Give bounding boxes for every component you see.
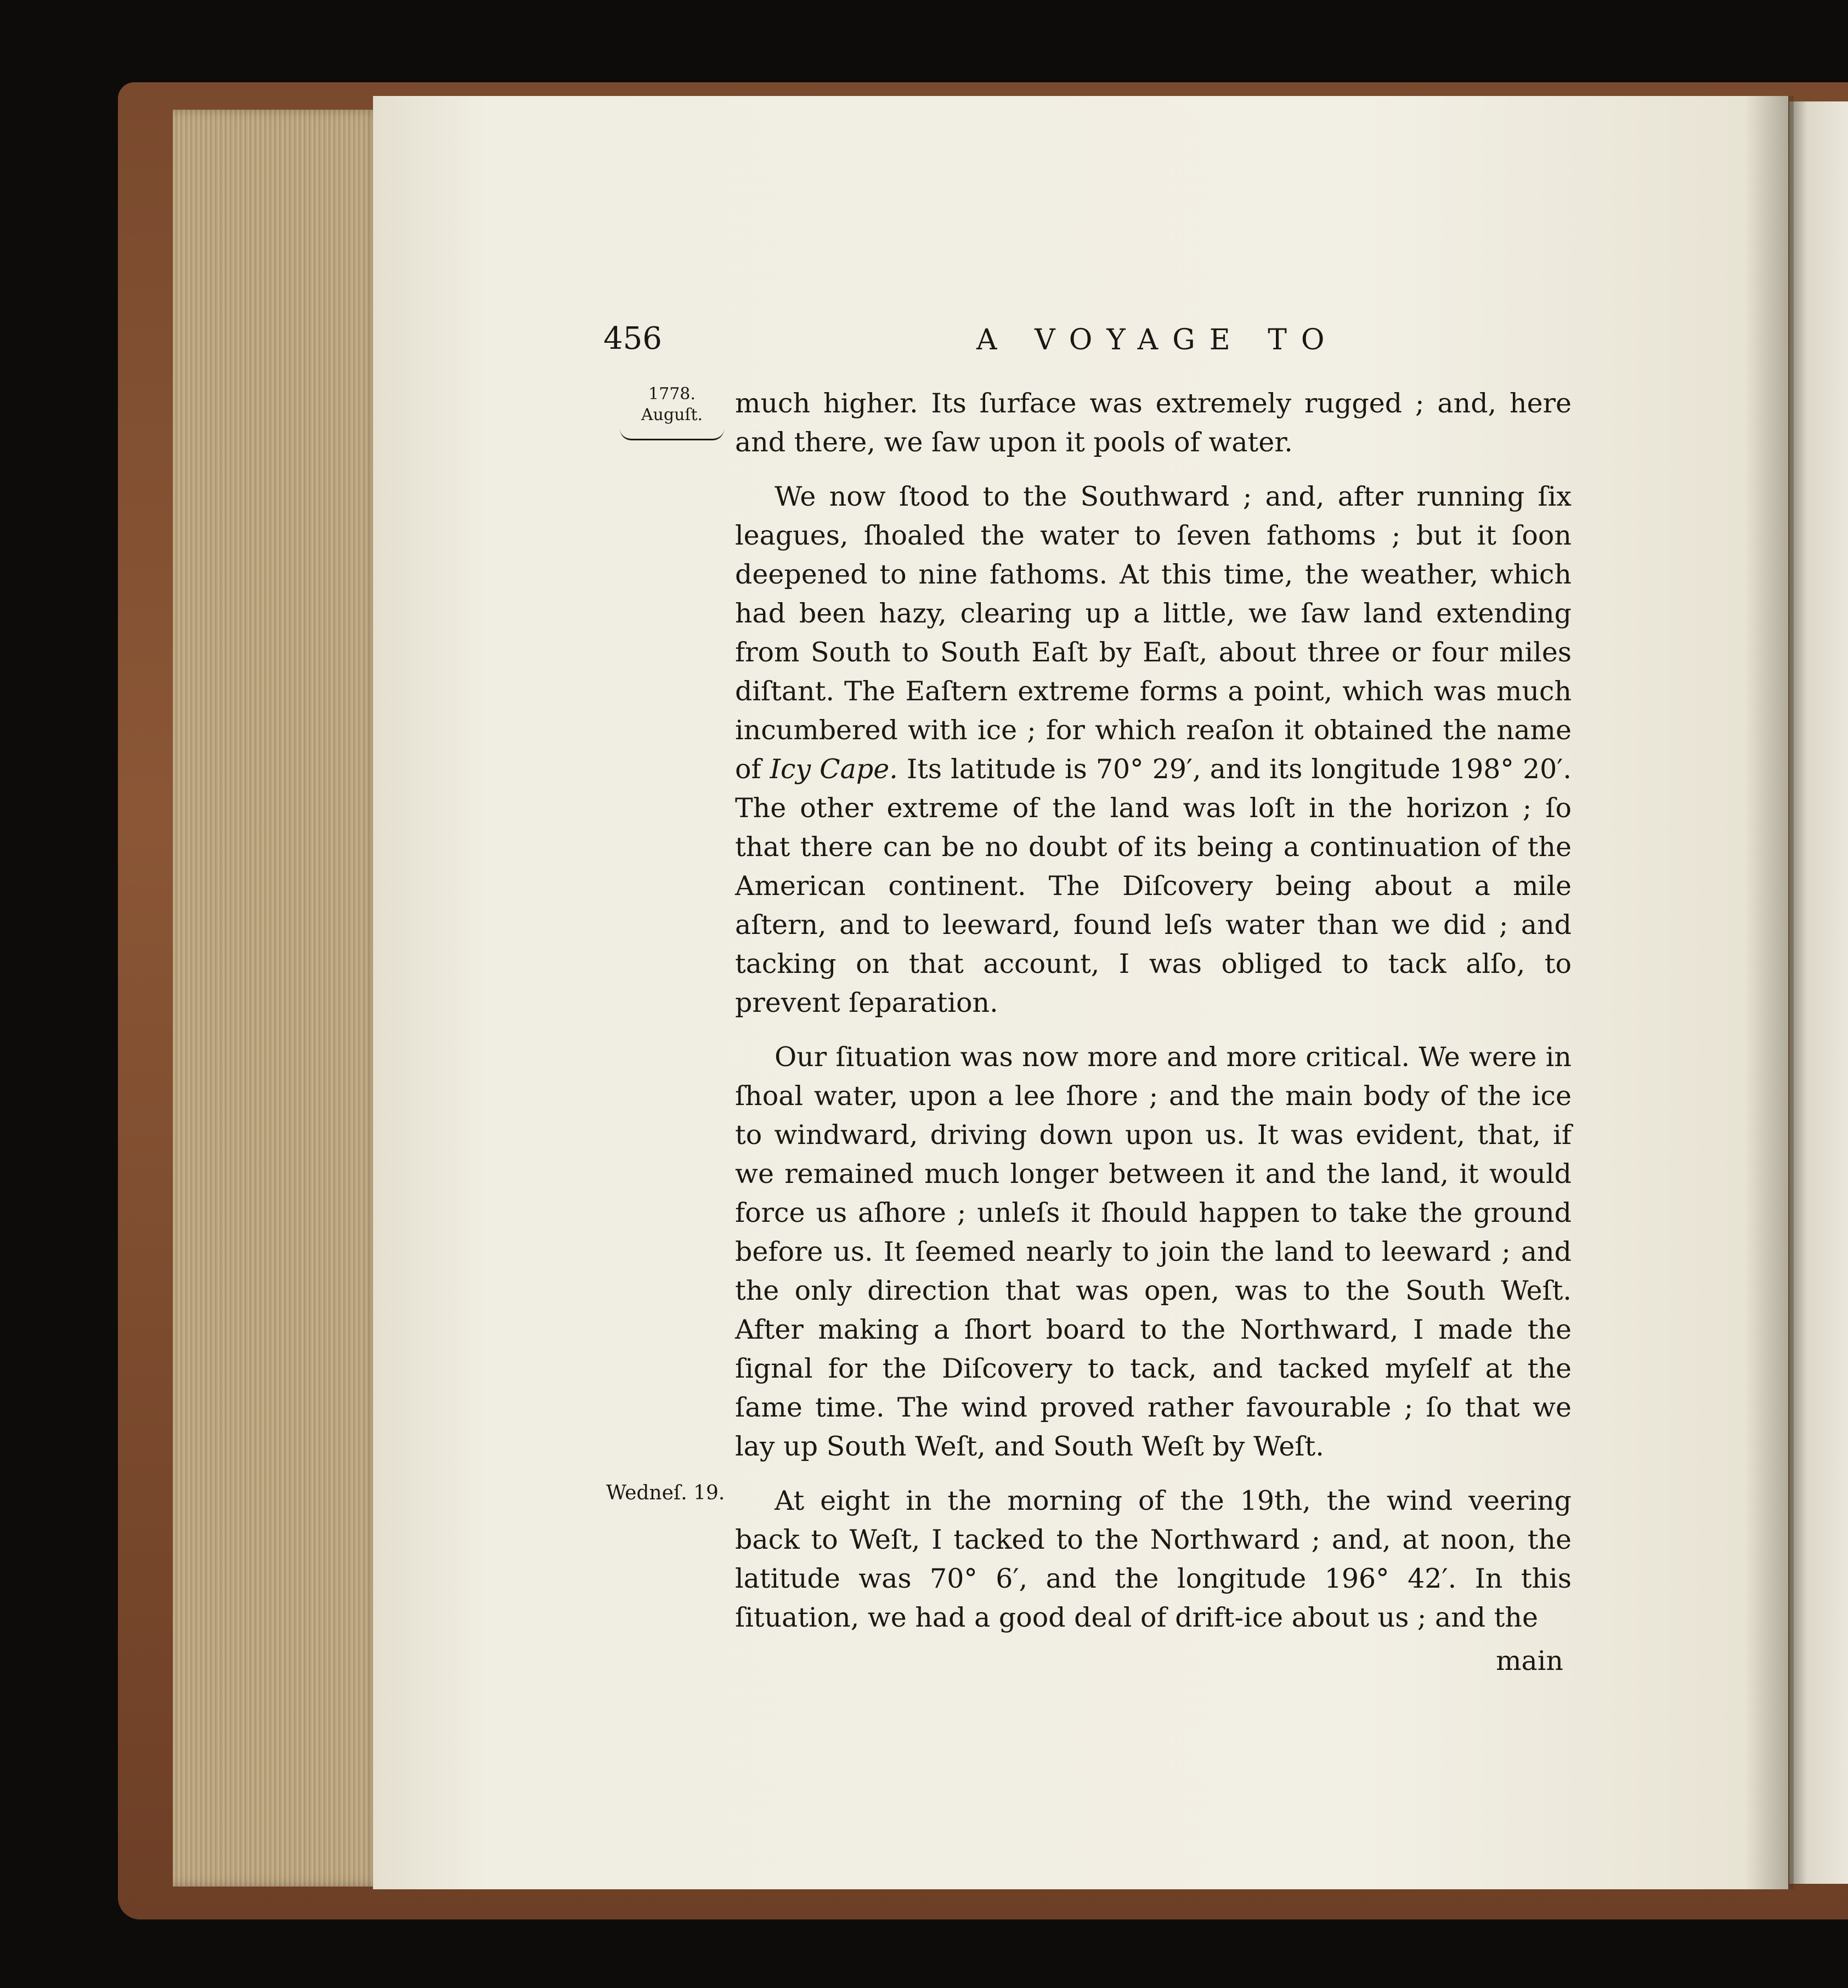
margin-year: 1778. — [648, 384, 696, 404]
paragraph-2-end: Its latitude is 70° 29′, and its longitude 198° 20′. The other extreme of the land was loſt in the horizon ; ſo that there can be no doubt of its being a continuation of the American continent. The Diſcovery being about a mile aſtern, and to leeward, found leſs water than we did ; and tacking on that account, I was obliged to tack alſo, to prevent ſeparation. — [735, 754, 1572, 1018]
paragraph-2-start: We now ſtood to the Southward ; and, after running ſix leagues, ſhoaled the water to ſeven fathoms ; but it ſoon deepened to nine fathoms. At this time, the weather, which had been hazy, clearing up a little, we ſaw land extending from South to South Eaſt by Eaſt, about three or four miles diſtant. The Eaſtern extreme forms a point, which was much incumbered with ice ; for which reaſon it obtained the name of — [735, 481, 1572, 785]
brace-ornament — [620, 429, 724, 440]
page-block-edge — [173, 110, 381, 1887]
body-text — [735, 384, 1572, 1652]
gutter-shadow — [1744, 96, 1794, 1889]
paragraph-3: Our ſituation was now more and more critical. We were in ſhoal water, upon a lee ſhore ; and the main body of the ice to windward, driving down upon us. It was evident, that, if we remained much longer between it and the land, it would force us aſhore ; unleſs it ſhould happen to take the ground before us. It ſeemed nearly to join the land to leeward ; and the only direction that was open, was to the South Weſt. After making a ſhort board to the Northward, I made the ſignal for the Diſcovery to tack, and tacked myſelf at the ſame time. The wind proved rather favourable ; ſo that we lay up South Weſt, and South Weſt by Weſt. — [735, 1041, 1572, 1462]
catchword: main — [1496, 1645, 1563, 1677]
running-head-title: A VOYAGE TO — [976, 324, 1339, 356]
paragraph-4: At eight in the morning of the 19th, the wind veering back to Weſt, I tacked to the Northward ; and, at noon, the latitude was 70° 6′, and the longitude 196° 42′. In this ſituation, we had a good deal of drift-ice about us ; and the — [735, 1485, 1572, 1633]
margin-date-note: Wedneſ. 19. — [606, 1482, 725, 1504]
page-number: 456 — [603, 321, 662, 356]
facing-page-edge — [1789, 101, 1848, 1884]
margin-date — [620, 384, 724, 440]
paragraph-1: much higher. Its ſurface was extremely rugged ; and, here and there, we ſaw upon it pools of water. — [735, 388, 1572, 458]
margin-month: Auguſt. — [641, 405, 703, 424]
paragraph-2 — [735, 477, 1572, 1022]
icy-cape-italic: Icy Cape. — [770, 754, 898, 785]
